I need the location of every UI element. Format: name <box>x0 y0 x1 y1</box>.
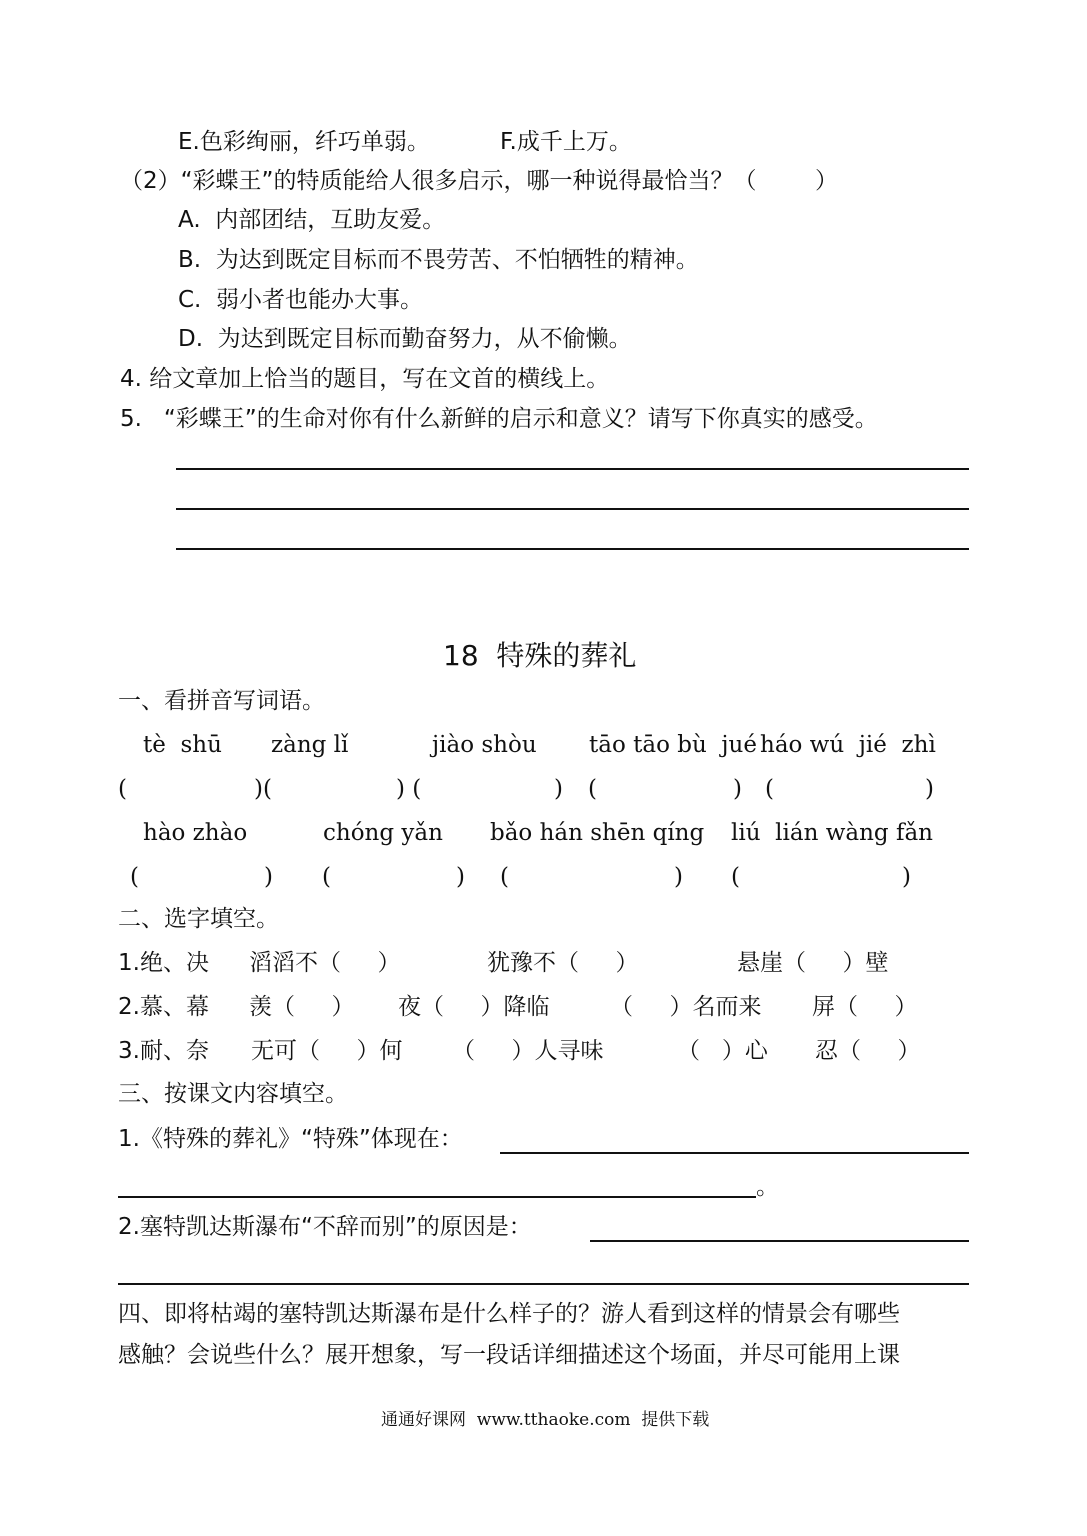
section3-q1-end: 。 <box>756 1174 779 1200</box>
bracket-close: ) <box>902 864 911 890</box>
fill-row-1-label: 1.绝、决 <box>118 950 209 976</box>
answer-line-2[interactable] <box>176 508 969 510</box>
bracket-close: ) <box>733 776 742 802</box>
pinyin-5: háo wú jié zhì <box>760 732 936 758</box>
bracket-close: ) <box>674 864 683 890</box>
bracket-close: ) <box>554 776 563 802</box>
lesson-title: 18 特殊的葬礼 <box>443 639 637 672</box>
pinyin-2: zàng lǐ <box>271 732 349 758</box>
pinyin-3: jiào shòu <box>432 732 537 758</box>
bracket-open: ( <box>118 776 127 802</box>
answer-line-1[interactable] <box>176 468 969 470</box>
answer-line[interactable] <box>118 1196 756 1198</box>
bracket-open: ( <box>500 864 509 890</box>
pinyin-4: tāo tāo bù jué <box>589 732 757 758</box>
fill-item[interactable]: 夜（ ）降临 <box>398 994 550 1020</box>
answer-line[interactable] <box>590 1240 969 1242</box>
answer-line-3[interactable] <box>176 548 969 550</box>
fill-item[interactable]: （ ）人寻味 <box>452 1038 604 1064</box>
bracket-close: ) <box>264 864 273 890</box>
pinyin-9: liú lián wàng fǎn <box>731 820 933 846</box>
q2-option-a: A. 内部团结，互助友爱。 <box>178 207 446 233</box>
bracket-close: ) <box>925 776 934 802</box>
option-e: E.色彩绚丽，纤巧单弱。 <box>178 129 430 155</box>
fill-item[interactable]: （ ）名而来 <box>610 994 762 1020</box>
answer-line[interactable] <box>500 1152 969 1154</box>
bracket-close: ) <box>456 864 465 890</box>
q4-text: 4. 给文章加上恰当的题目，写在文首的横线上。 <box>120 366 610 392</box>
fill-item[interactable]: 悬崖（ ）壁 <box>737 950 889 976</box>
answer-line[interactable] <box>118 1283 969 1285</box>
section3-q2: 2.塞特凯达斯瀑布“不辞而别”的原因是： <box>118 1214 532 1240</box>
fill-item[interactable]: 滔滔不（ ） <box>249 950 401 976</box>
section4-line-1: 四、即将枯竭的塞特凯达斯瀑布是什么样子的？游人看到这样的情景会有哪些 <box>118 1301 900 1327</box>
page-footer: 通通好课网 www.tthaoke.com 提供下载 <box>381 1410 710 1430</box>
fill-row-2-label: 2.慕、幕 <box>118 994 209 1020</box>
pinyin-7: chóng yǎn <box>323 820 443 846</box>
bracket-open: ( <box>322 864 331 890</box>
fill-row-3-label: 3.耐、奈 <box>118 1038 209 1064</box>
q2-option-d: D. 为达到既定目标而勤奋努力，从不偷懒。 <box>178 326 632 352</box>
bracket-open: ( <box>588 776 597 802</box>
bracket-open: ( <box>731 864 740 890</box>
section4-line-2: 感触？会说些什么？展开想象，写一段话详细描述这个场面，并尽可能用上课 <box>118 1342 900 1368</box>
fill-item[interactable]: 羡（ ） <box>249 994 355 1020</box>
q2-option-b: B. 为达到既定目标而不畏劳苦、不怕牺牲的精神。 <box>178 247 699 273</box>
bracket-open: ( <box>130 864 139 890</box>
fill-item[interactable]: 屏（ ） <box>812 994 918 1020</box>
q5-text: 5. “彩蝶王”的生命对你有什么新鲜的启示和意义？请写下你真实的感受。 <box>120 406 878 432</box>
option-f: F.成千上万。 <box>500 129 632 155</box>
fill-item[interactable]: 无可（ ）何 <box>251 1038 403 1064</box>
pinyin-8: bǎo hán shēn qíng <box>490 820 705 846</box>
bracket-close-open: ) ( <box>396 776 422 802</box>
q2-stem: （2）“彩蝶王”的特质能给人很多启示，哪一种说得最恰当？（ ） <box>120 168 838 194</box>
section1-heading: 一、看拼音写词语。 <box>118 688 325 714</box>
fill-item[interactable]: 犹豫不（ ） <box>487 950 639 976</box>
bracket-open: ( <box>765 776 774 802</box>
bracket-close-open: )( <box>254 776 272 802</box>
pinyin-1: tè shū <box>143 732 222 758</box>
fill-item[interactable]: （ ）心 <box>677 1038 768 1064</box>
fill-item[interactable]: 忍（ ） <box>815 1038 921 1064</box>
section3-q1: 1.《特殊的葬礼》“特殊”体现在： <box>118 1126 463 1152</box>
section3-heading: 三、按课文内容填空。 <box>118 1081 348 1107</box>
section2-heading: 二、选字填空。 <box>118 906 279 932</box>
pinyin-6: hào zhào <box>143 820 248 846</box>
q2-option-c: C. 弱小者也能办大事。 <box>178 287 423 313</box>
